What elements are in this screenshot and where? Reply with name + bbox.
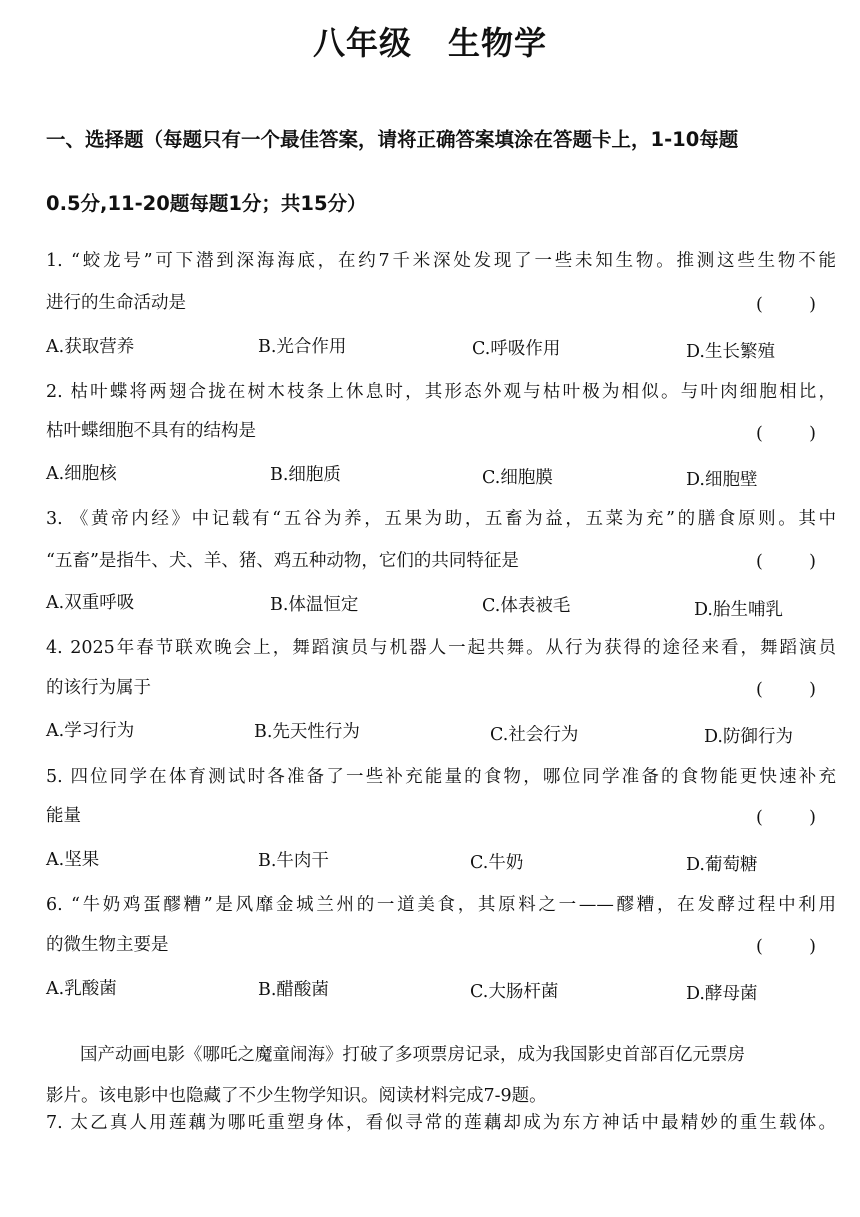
question-7-line1: 7. 太乙真人用莲藕为哪吒重塑身体，看似寻常的莲藕却成为东方神话中最精妙的重生载体。: [46, 1113, 836, 1133]
option-c: C.大肠杆菌: [470, 982, 559, 1002]
answer-blank: ( ): [756, 295, 816, 315]
option-a: A.获取营养: [46, 337, 135, 357]
option-b: B.牛肉干: [258, 851, 329, 871]
question-6-line1: 6. “牛奶鸡蛋醪糟”是风靡金城兰州的一道美食，其原料之一——醪糟，在发酵过程中利用: [46, 895, 836, 915]
option-b: B.先天性行为: [254, 722, 360, 742]
question-5-line1: 5. 四位同学在体育测试时各准备了一些补充能量的食物，哪位同学准备的食物能更快速补充: [46, 767, 836, 787]
section-heading-line1: 一、选择题（每题只有一个最佳答案，请将正确答案填涂在答题卡上，1-10每题: [46, 128, 739, 151]
option-d: D.防御行为: [704, 727, 793, 747]
option-b: B.细胞质: [270, 465, 341, 485]
option-a: A.细胞核: [46, 464, 117, 484]
option-c: C.细胞膜: [482, 468, 553, 488]
option-b: B.光合作用: [258, 337, 347, 357]
option-d: D.生长繁殖: [686, 342, 775, 362]
option-a: A.双重呼吸: [46, 593, 135, 613]
answer-blank: ( ): [756, 552, 816, 572]
option-d: D.葡萄糖: [686, 855, 758, 875]
option-c: C.社会行为: [490, 725, 579, 745]
question-4-line1: 4. 2025年春节联欢晚会上，舞蹈演员与机器人一起共舞。从行为获得的途径来看，舞蹈演员: [46, 638, 836, 658]
option-c: C.体表被毛: [482, 596, 571, 616]
answer-blank: ( ): [756, 680, 816, 700]
answer-blank: ( ): [756, 937, 816, 957]
question-3-line1: 3. 《黄帝内经》中记载有“五谷为养，五果为助，五畜为益，五菜为充”的膳食原则。其中: [46, 509, 836, 529]
answer-blank: ( ): [756, 808, 816, 828]
question-2-line2: 枯叶蝶细胞不具有的结构是: [46, 421, 256, 441]
option-c: C.牛奶: [470, 853, 524, 873]
material-line1: 国产动画电影《哪吒之魔童闹海》打破了多项票房记录，成为我国影史首部百亿元票房: [80, 1044, 745, 1065]
question-1-line2: 进行的生命活动是: [46, 293, 186, 313]
grade-label: 八年级: [312, 24, 412, 62]
subject-label: 生物学: [448, 24, 548, 62]
material-line2: 影片。该电影中也隐藏了不少生物学知识。阅读材料完成7-9题。: [46, 1085, 547, 1106]
option-d: D.细胞壁: [686, 470, 758, 490]
option-d: D.酵母菌: [686, 984, 758, 1004]
option-d: D.胎生哺乳: [694, 600, 783, 620]
question-5-line2: 能量: [46, 806, 81, 826]
page-title: [0, 18, 860, 64]
section-heading-line2: 0.5分,11-20题每题1分；共15分）: [46, 192, 367, 215]
option-a: A.乳酸菌: [46, 979, 117, 999]
answer-blank: ( ): [756, 424, 816, 444]
option-a: A.坚果: [46, 850, 100, 870]
question-2-line1: 2. 枯叶蝶将两翅合拢在树木枝条上休息时，其形态外观与枯叶极为相似。与叶肉细胞相比，: [46, 382, 836, 402]
option-a: A.学习行为: [46, 721, 135, 741]
question-4-line2: 的该行为属于: [46, 678, 151, 698]
option-b: B.体温恒定: [270, 595, 359, 615]
question-6-line2: 的微生物主要是: [46, 935, 169, 955]
question-1-line1: 1. “蛟龙号”可下潜到深海海底，在约7千米深处发现了一些未知生物。推测这些生物不能: [46, 251, 836, 271]
option-c: C.呼吸作用: [472, 339, 561, 359]
question-3-line2: “五畜”是指牛、犬、羊、猪、鸡五种动物，它们的共同特征是: [46, 551, 519, 571]
option-b: B.醋酸菌: [258, 980, 329, 1000]
